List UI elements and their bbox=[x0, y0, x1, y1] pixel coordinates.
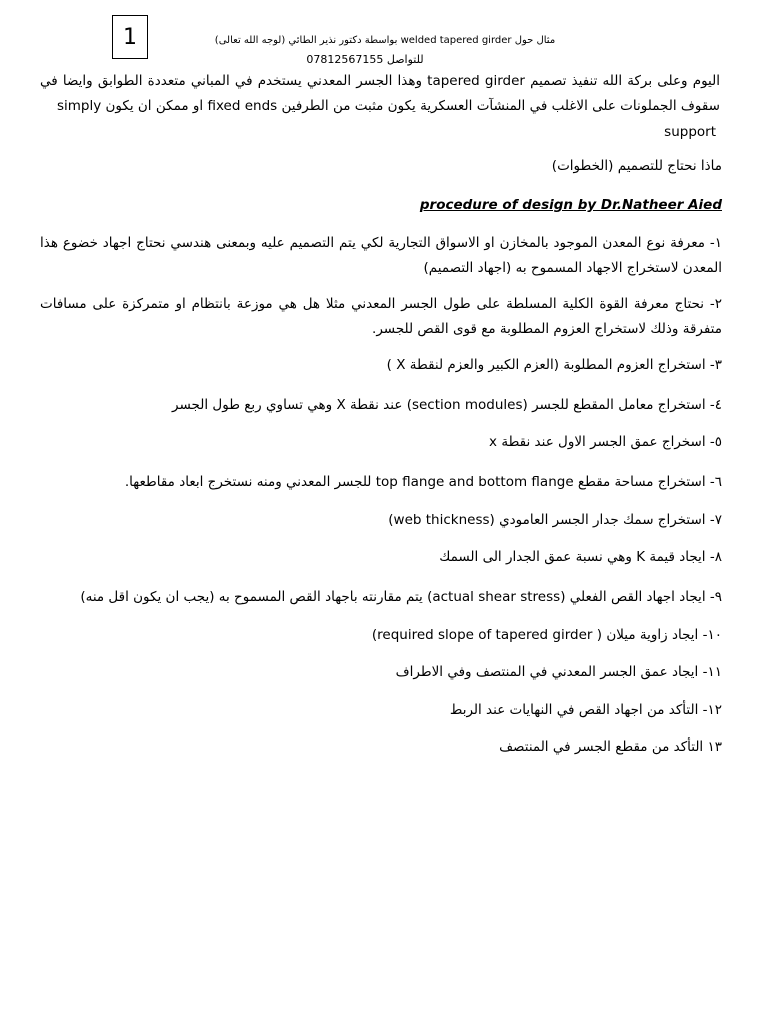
step-item: ١٢- التأكد من اجهاد القص في النهايات عند الربط bbox=[449, 702, 722, 718]
step-item: ١٠- ايجاد زاوية ميلان ( required slope of tapered girder) bbox=[371, 627, 722, 643]
step-item: ١١- ايجاد عمق الجسر المعدني في المنتصف وفي الاطراف bbox=[395, 664, 722, 680]
step-item: ٩- ايجاد اجهاد القص الفعلي (actual shear stress) يتم مقارنته باجهاد القص المسموح به (يجب ان يكون اقل منه) bbox=[80, 589, 722, 605]
step-item: ١- معرفة نوع المعدن الموجود بالمخازن او الاسواق التجارية لكي يتم التصميم عليه وبمعنى هندسي نحتاج اجهاد خضوع هذا المعدن لاستخراج الاجهاد المسموح به (اجهاد التصميم) bbox=[40, 235, 722, 276]
design-question: ماذا نحتاج للتصميم (الخطوات) bbox=[551, 158, 722, 174]
step-item: ٤- استخراج معامل المقطع للجسر (section modules) عند نقطة X وهي تساوي ربع طول الجسر bbox=[172, 397, 722, 413]
step-item: ٥- اسخراج عمق الجسر الاول عند نقطة x bbox=[489, 434, 722, 450]
page-number-box bbox=[112, 15, 148, 59]
step-item: ٧- استخراج سمك جدار الجسر العامودي (web thickness) bbox=[388, 512, 722, 528]
procedure-title: procedure of design by Dr.Natheer Aied bbox=[419, 197, 722, 213]
step-item: ١٣ التأكد من مقطع الجسر في المنتصف bbox=[499, 739, 722, 755]
header-title: مثال حول welded tapered girder بواسطة دكتور نذير الطائي (لوجه الله تعالى) bbox=[214, 35, 556, 46]
step-item: ٢- نحتاج معرفة القوة الكلية المسلطة على طول الجسر المعدني مثلا هل هي موزعة بانتظام او متمركزة على مسافات متفرقة وذلك لاستخراج العزوم المطلوبة مع قوى القص للجسر. bbox=[40, 296, 722, 337]
header-contact: للتواصل 07812567155 bbox=[306, 53, 424, 66]
step-item: ٦- استخراج مساحة مقطع top flange and bottom flange للجسر المعدني ومنه نستخرج ابعاد مقاطعها. bbox=[124, 474, 722, 490]
intro-tail: support bbox=[664, 124, 716, 140]
step-item: ٣- استخراج العزوم المطلوبة (العزم الكبير والعزم لنقطة X ) bbox=[386, 357, 722, 373]
intro-paragraph: اليوم وعلى بركة الله تنفيذ تصميم tapered girder وهذا الجسر المعدني يستخدم في المباني متعددة الطوابق وايضا في سقوف الجملونات على الاغلب في المنشآت العسكرية يكون مثبت من الطرفين fixed ends او ممكن ان يكون simply bbox=[40, 73, 720, 114]
page-number: 1 bbox=[123, 24, 137, 50]
step-item: ٨- ايجاد قيمة K وهي نسبة عمق الجدار الى السمك bbox=[439, 549, 722, 565]
